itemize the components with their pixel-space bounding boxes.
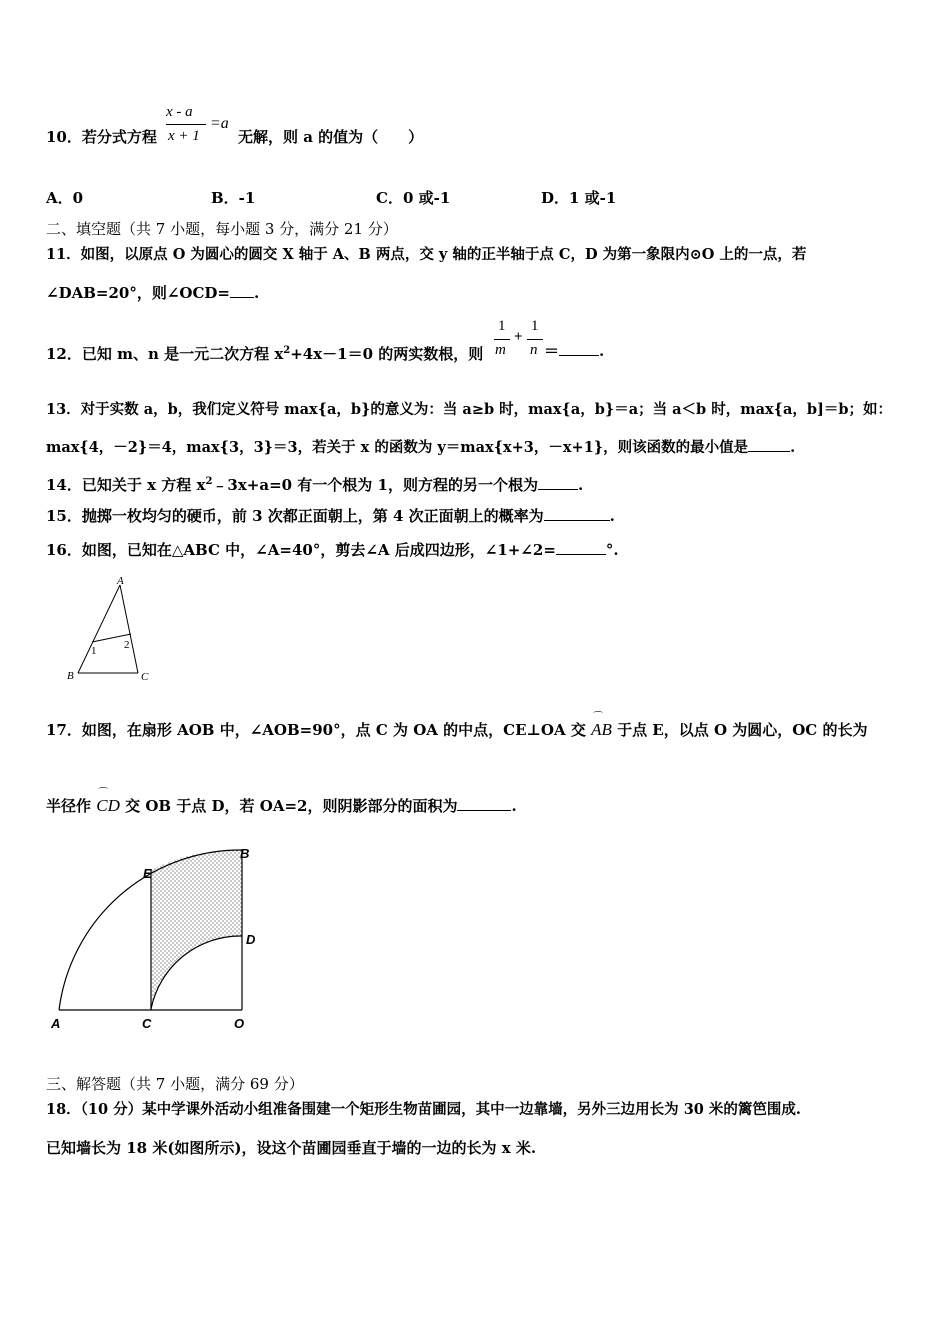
q16-side-ac — [120, 585, 138, 673]
q16-answer-blank[interactable] — [556, 540, 606, 555]
q15-stem: 15．抛掷一枚均匀的硬币，前 3 次都正面朝上，第 4 次正面朝上的概率为 . — [46, 507, 615, 525]
section3-title: 三、解答题（共 7 小题，满分 69 分） — [46, 1075, 304, 1093]
q10-fraction-numerator: x - a — [166, 104, 193, 120]
q15-answer-blank[interactable] — [544, 506, 610, 521]
q10-option-c: C．0 或-1 — [376, 189, 451, 207]
q12-frac2-bar — [527, 339, 543, 340]
q11-answer-blank[interactable] — [230, 283, 254, 298]
q12-frac2-numerator: 1 — [531, 318, 539, 334]
q12-answer-blank[interactable] — [559, 341, 599, 356]
q17-label-d: D — [246, 932, 256, 947]
q11-line2: ∠DAB=20°，则∠OCD= . — [46, 284, 260, 302]
q18-line2: 已知墙长为 18 米(如图所示)，设这个苗圃园垂直于墙的一边的长为 x 米. — [46, 1139, 537, 1157]
section2-title: 二、填空题（共 7 小题，每小题 3 分，满分 21 分） — [46, 220, 398, 238]
q17-line1: 17．如图，在扇形 AOB 中，∠AOB=90°，点 C 为 OA 的中点，CE⊥OA 交 ⌒ AB 于点 E，以点 O 为圆心，OC 的长为 — [46, 712, 868, 739]
q17-label-c: C — [142, 1016, 152, 1031]
q13-line2: max{4，－2}＝4，max{3，3}＝3，若关于 x 的函数为 y＝max{x+3，－x+1}，则该函数的最小值是 . — [46, 439, 796, 456]
q12-frac1-denominator: m — [495, 342, 506, 358]
q17-label-e: E — [143, 866, 152, 881]
q17-line2: 半径作 ⌒ CD 交 OB 于点 D，若 OA=2，则阴影部分的面积为 . — [46, 788, 517, 815]
q16-triangle-figure — [60, 572, 160, 687]
q17-label-a: A — [51, 1016, 61, 1031]
q12-stem: 12．已知 m、n 是一元二次方程 $x^2+4x-1=0$ 的两实数根，则 — [46, 345, 484, 363]
q16-stem: 16．如图，已知在△ABC 中，∠A=40°，剪去∠A 后成四边形，∠1+∠2= °. — [46, 541, 619, 559]
q18-line1: 18．（10 分）某中学课外活动小组准备围建一个矩形生物苗圃园，其中一边靠墙，另外三边用长为 30 米的篱笆围成. — [46, 1101, 801, 1118]
q10-option-b: B．-1 — [211, 189, 256, 207]
q12-frac2-denominator: n — [530, 342, 538, 358]
q17-label-o: O — [234, 1016, 245, 1031]
q17-shaded-region — [151, 850, 242, 1009]
q10-fraction-denominator: x + 1 — [168, 128, 200, 144]
q16-label-2: 2 — [124, 639, 130, 651]
q13-line1: 13．对于实数 a，b，我们定义符号 max{a，b}的意义为：当 a≥b 时，max{a，b}＝a；当 a＜b 时，max{a，b]＝b；如： — [46, 401, 892, 418]
q14-stem: 14．已知关于 x 方程 $x^2﹣3x+a=0$ 有一个根为 1，则方程的另一个根为 . — [46, 476, 584, 494]
q13-answer-blank[interactable] — [748, 437, 790, 452]
q10-option-d: D．1 或-1 — [541, 189, 617, 207]
q14-answer-blank[interactable] — [538, 475, 578, 490]
q17-arc-ab: ⌒ AB — [591, 712, 612, 739]
q12-suffix: ＝ . — [544, 342, 605, 360]
q17-arc-cd: ⌒ CD — [96, 788, 120, 815]
q17-label-b: B — [240, 846, 250, 861]
q16-label-c: C — [141, 671, 149, 683]
q16-label-b: B — [67, 670, 74, 682]
q12-frac1-bar — [494, 339, 510, 340]
q10-option-a: A．0 — [46, 189, 84, 207]
q16-side-ab — [78, 585, 120, 673]
q16-label-a: A — [117, 575, 124, 587]
q10-suffix: 无解，则 a 的值为（ ） — [238, 128, 424, 146]
q10-equation-rhs: =a — [210, 115, 229, 132]
q10-stem: 10．若分式方程 — [46, 128, 157, 146]
q12-plus: + — [514, 329, 523, 345]
q17-answer-blank[interactable] — [457, 796, 511, 811]
q12-frac1-numerator: 1 — [498, 318, 506, 334]
q16-label-1: 1 — [91, 645, 97, 657]
q10-fraction-bar — [166, 124, 206, 125]
q17-sector-figure — [44, 838, 274, 1038]
q11-line1: 11．如图，以原点 O 为圆心的圆交 X 轴于 A、B 两点，交 y 轴的正半轴于点 C，D 为第一象限内⊙O 上的一点，若 — [46, 246, 807, 263]
